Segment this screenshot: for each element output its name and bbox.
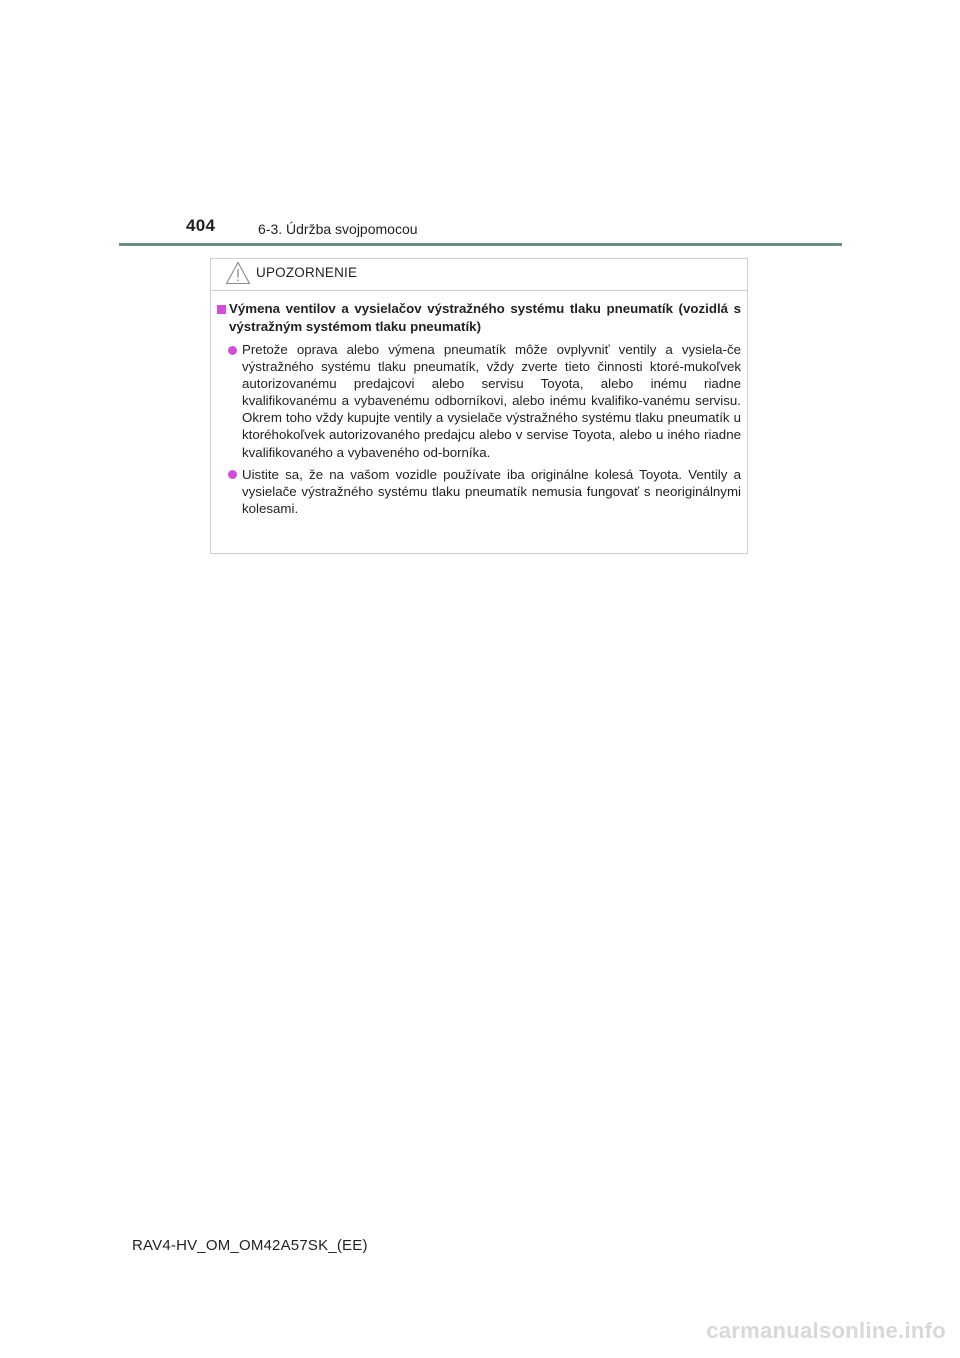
page-number: 404 bbox=[186, 216, 216, 235]
warning-triangle-icon bbox=[225, 261, 251, 285]
warning-title: UPOZORNENIE bbox=[256, 265, 358, 280]
list-item-text: Uistite sa, že na vašom vozidle používate iba originálne kolesá Toyota. Ventily a vysielače výstražného systému tlaku pneumatík nemusia fungovať s neoriginálnymi kolesami. bbox=[242, 466, 741, 516]
list-item-text: Pretože oprava alebo výmena pneumatík môže ovplyvniť ventily a vysiela-če výstražného systému tlaku pneumatík, vždy zverte tieto činnosti ktoré-mukoľvek autorizovanému predajcovi alebo servisu Toyota, alebo inému riadne kvalifikovanému a vybavenému odborníkovi, alebo inému kvalifiko-vanému servisu. Okrem toho vždy kupujte ventily a vysielače výstražného systému tlaku pneumatík u ktoréhokoľvek autorizovaného predajcu alebo v servise Toyota, alebo u iného riadne kvalifikovaného a vybaveného od-borníka. bbox=[242, 342, 741, 460]
circle-bullet-icon bbox=[228, 346, 237, 355]
header-rule bbox=[119, 243, 842, 246]
warning-box bbox=[210, 258, 748, 554]
warning-heading-text: Výmena ventilov a vysielačov výstražného systému tlaku pneumatík (vozidlá s výstražným systémom tlaku pneumatík) bbox=[229, 301, 741, 334]
document-code: RAV4-HV_OM_OM42A57SK_(EE) bbox=[132, 1237, 368, 1254]
watermark: carmanualsonline.info bbox=[706, 1318, 946, 1343]
warning-header bbox=[211, 259, 747, 291]
list-item bbox=[217, 466, 741, 517]
warning-heading bbox=[217, 300, 741, 336]
square-bullet-icon bbox=[217, 305, 226, 314]
list-item bbox=[217, 341, 741, 461]
circle-bullet-icon bbox=[228, 470, 237, 479]
section-title: 6-3. Údržba svojpomocou bbox=[258, 221, 418, 237]
warning-body bbox=[211, 291, 747, 517]
